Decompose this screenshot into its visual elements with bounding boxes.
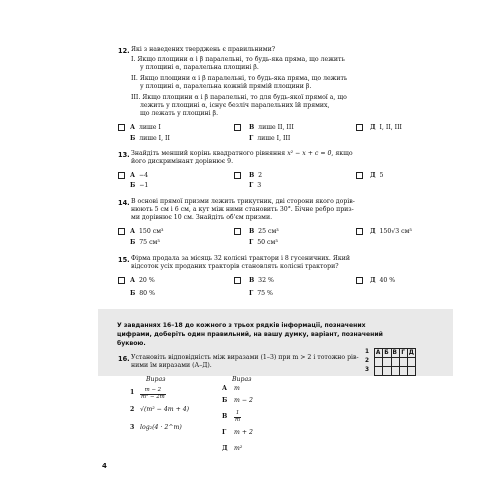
statement-2-line-1: II. Якщо площини α і β паралельні, то будь-яка пряма, що лежить (131, 75, 348, 82)
answer-checkbox-a[interactable] (118, 124, 125, 131)
answer-cell[interactable] (375, 358, 383, 367)
question-15-line-2: відсоток усіх проданих тракторів становлять колісні трактори? (131, 263, 339, 270)
answer-cell[interactable] (383, 349, 391, 358)
option-d: Д I, II, III (370, 124, 402, 131)
option-a: А 150 см³ (130, 228, 164, 235)
answer-checkbox-v[interactable] (234, 277, 241, 284)
right-item-b-expression: m − 2 (234, 397, 253, 404)
answer-checkbox-v[interactable] (234, 228, 241, 235)
option-b: Б −1 (130, 182, 149, 189)
answer-checkbox-a[interactable] (118, 172, 125, 179)
right-item-d-expression: m² (234, 445, 243, 452)
question-16-number: 16. (118, 355, 130, 363)
answer-checkbox-d[interactable] (356, 228, 363, 235)
option-d: Д 150√3 см³ (370, 228, 412, 235)
option-d: Д 40 % (370, 277, 396, 284)
option-g: Г 50 см³ (249, 239, 278, 246)
left-item-3-number: 3 (130, 424, 135, 431)
instruction-line-2: цифрами, доберіть один правильний, на вашу думку, варіант, позначений (117, 331, 383, 338)
question-14-line-1: В основі прямої призми лежить трикутник, дві сторони якого дорів- (131, 198, 355, 205)
left-item-2-expression: √(m² − 4m + 4) (140, 406, 190, 413)
statement-2-line-2: у площині α, паралельна кожній прямій площини β. (140, 83, 312, 90)
option-g: Г лише I, III (249, 135, 291, 142)
answer-checkbox-a[interactable] (118, 228, 125, 235)
answer-checkbox-a[interactable] (118, 277, 125, 284)
option-v: В 32 % (249, 277, 274, 284)
statement-1-line-1: I. Якщо площини α і β паралельні, то будь-яка пряма, що лежить (131, 56, 345, 63)
statement-3-line-2: лежить у площині α, існує безліч паралельних їй прямих, (140, 102, 330, 109)
answer-cell[interactable] (399, 349, 407, 358)
answer-cell[interactable] (391, 349, 399, 358)
right-item-a-letter: А (222, 385, 228, 392)
answer-grid-header: А Б В Г Д (375, 350, 414, 356)
option-a: А лише I (130, 124, 161, 131)
answer-cell[interactable] (408, 367, 416, 376)
right-item-a-expression: m (234, 385, 240, 392)
right-item-d-letter: Д (222, 445, 228, 452)
option-b: Б лише I, II (130, 135, 170, 142)
right-item-v-fraction: $\frac{1}{m}$ (235, 410, 241, 423)
answer-checkbox-d[interactable] (356, 124, 363, 131)
option-a: А −4 (130, 172, 149, 179)
answer-grid-row-label-2: 2 (365, 358, 370, 364)
question-15-line-1: Фірма продала за місяць 32 колісні трактори і 8 гусеничних. Який (131, 255, 350, 262)
answer-checkbox-v[interactable] (234, 172, 241, 179)
answer-cell[interactable] (399, 367, 407, 376)
answer-checkbox-d[interactable] (356, 277, 363, 284)
answer-grid (374, 348, 416, 376)
answer-cell[interactable] (408, 358, 416, 367)
option-a: А 20 % (130, 277, 155, 284)
question-16-line-2: ними їм виразами (А–Д). (131, 362, 212, 369)
right-item-v-letter: В (222, 413, 228, 420)
instruction-line-1: У завданнях 16–18 до кожного з трьох рядків інформації, позначених (117, 322, 366, 329)
right-item-g-expression: m + 2 (234, 429, 253, 436)
answer-checkbox-d[interactable] (356, 172, 363, 179)
answer-cell[interactable] (383, 367, 391, 376)
question-13-number: 13. (118, 151, 130, 159)
right-item-g-letter: Г (222, 429, 227, 436)
option-v: В 25 см³ (249, 228, 279, 235)
question-15-number: 15. (118, 256, 130, 264)
left-item-1-number: 1 (130, 389, 135, 396)
right-item-b-letter: Б (222, 397, 228, 404)
answer-grid-row-label-3: 3 (365, 367, 370, 373)
question-14-line-2: нюють 5 см і 6 см, а кут між ними становить 30°. Бічне ребро приз- (131, 206, 354, 213)
option-g: Г 75 % (249, 290, 273, 297)
answer-cell[interactable] (391, 367, 399, 376)
left-column-header: Вираз (146, 376, 166, 383)
question-14-line-3: ми дорівнює 10 см. Знайдіть об'єм призми. (131, 214, 273, 221)
right-column-header: Вираз (232, 376, 252, 383)
answer-cell[interactable] (383, 358, 391, 367)
option-d: Д 5 (370, 172, 384, 179)
statement-3-line-1: III. Якщо площини α і β паралельні, то для будь-якої прямої a, що (131, 94, 347, 101)
option-v: В 2 (249, 172, 263, 179)
question-12-number: 12. (118, 47, 130, 55)
instruction-line-3: буквою. (117, 340, 146, 347)
left-item-1-fraction: $\frac{m - 2}{\text{m² − 2m}}$ (141, 387, 165, 400)
answer-checkbox-v[interactable] (234, 124, 241, 131)
question-16-line-1: Установіть відповідність між виразами (1–3) при m > 2 і тотожно рів- (131, 354, 359, 361)
page-number: 4 (102, 462, 107, 470)
question-13-line-2: його дискримінант дорівнює 9. (131, 158, 234, 165)
option-v: В лише II, III (249, 124, 294, 131)
answer-cell[interactable] (375, 349, 383, 358)
answer-cell[interactable] (375, 367, 383, 376)
question-14-number: 14. (118, 199, 130, 207)
statement-1-line-2: у площині α, паралельна площині β. (140, 64, 259, 71)
question-13-line-1: Знайдіть менший корінь квадратного рівняння x² − x + c = 0, якщо (131, 150, 353, 157)
answer-cell[interactable] (391, 358, 399, 367)
statement-3-line-3: що лежать у площині β. (140, 110, 219, 117)
left-item-3-expression: log₂(4 · 2^m) (140, 424, 182, 431)
option-b: Б 75 см³ (130, 239, 160, 246)
answer-cell[interactable] (408, 349, 416, 358)
question-12-text: Які з наведених тверджень є правильними? (131, 46, 276, 53)
answer-cell[interactable] (399, 358, 407, 367)
left-item-2-number: 2 (130, 406, 135, 413)
option-b: Б 80 % (130, 290, 155, 297)
answer-grid-row-label-1: 1 (365, 349, 370, 355)
option-g: Г 3 (249, 182, 262, 189)
